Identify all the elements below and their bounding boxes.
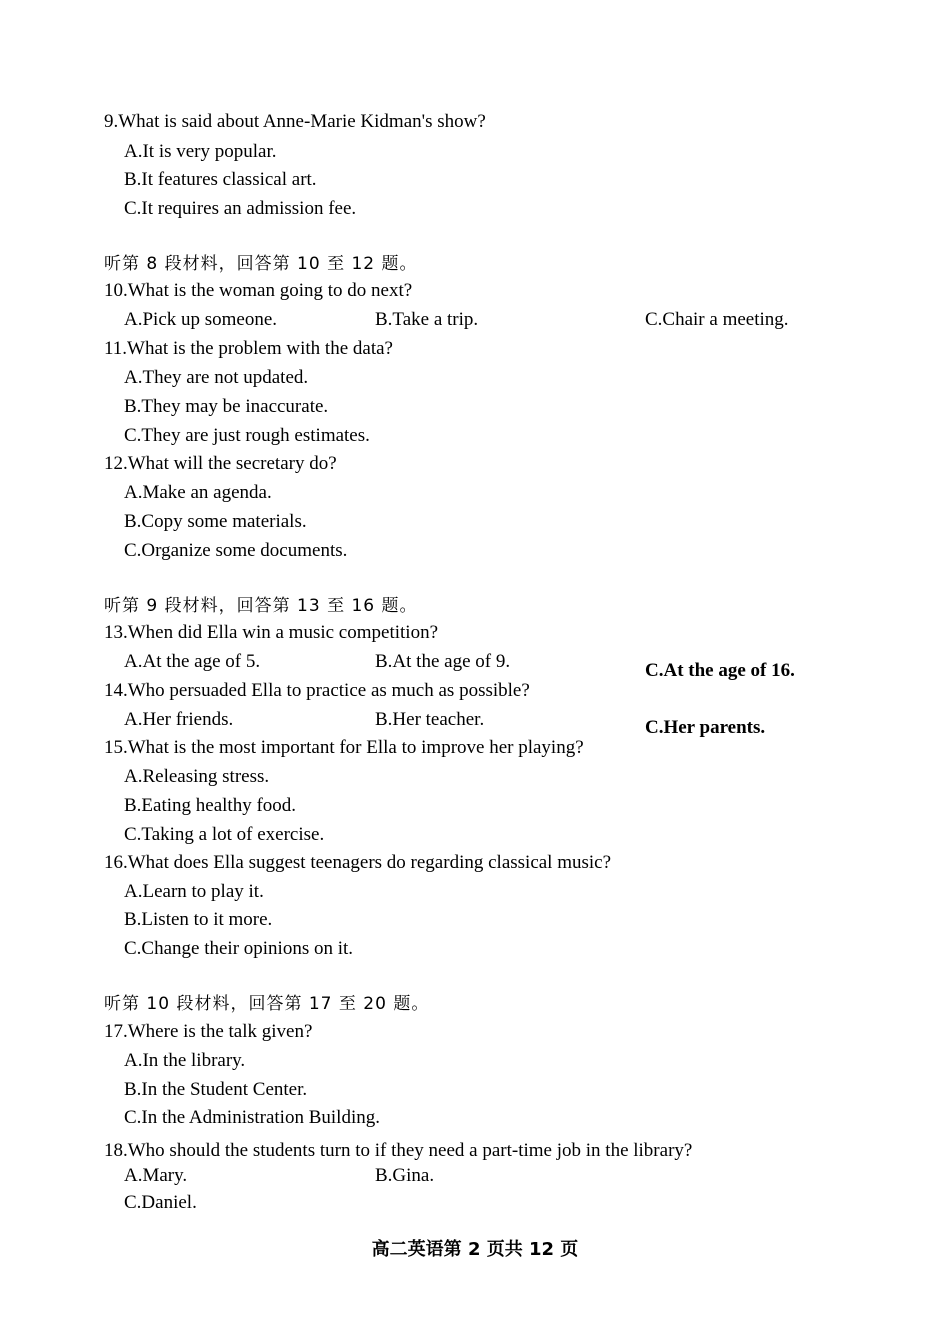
question-12: 12.What will the secretary do? [104, 453, 337, 474]
section-9-heading: 听第 9 段材料，回答第 13 至 16 题。 [104, 596, 418, 616]
section-8-heading: 听第 8 段材料，回答第 10 至 12 题。 [104, 254, 418, 274]
question-18: 18.Who should the students turn to if they need a part-time job in the library? [104, 1140, 693, 1161]
q15-option-b: B.Eating healthy food. [124, 795, 297, 816]
question-15: 15.What is the most important for Ella to improve her playing? [104, 737, 584, 758]
q18-option-c: C.Daniel. [124, 1192, 197, 1213]
question-9: 9.What is said about Anne-Marie Kidman's show? [104, 111, 486, 132]
q14-option-a: A.Her friends. [124, 709, 234, 730]
q12-option-b: B.Copy some materials. [124, 511, 307, 532]
question-11: 11.What is the problem with the data? [104, 338, 393, 359]
q13-option-b: B.At the age of 9. [375, 651, 511, 672]
q17-option-a: A.In the library. [124, 1050, 246, 1071]
q13-option-a: A.At the age of 5. [124, 651, 261, 672]
question-10: 10.What is the woman going to do next? [104, 280, 413, 301]
q18-option-b: B.Gina. [375, 1165, 435, 1186]
q9-option-c: C.It requires an admission fee. [124, 198, 357, 219]
q13-option-c: C.At the age of 16. [645, 660, 795, 681]
q16-option-a: A.Learn to play it. [124, 881, 264, 902]
q10-option-c: C.Chair a meeting. [645, 309, 789, 330]
question-13: 13.When did Ella win a music competition? [104, 622, 439, 643]
q15-option-c: C.Taking a lot of exercise. [124, 824, 325, 845]
q11-option-c: C.They are just rough estimates. [124, 425, 370, 446]
q11-option-a: A.They are not updated. [124, 367, 309, 388]
question-17: 17.Where is the talk given? [104, 1021, 313, 1042]
q11-option-b: B.They may be inaccurate. [124, 396, 329, 417]
q14-option-b: B.Her teacher. [375, 709, 485, 730]
q10-option-a: A.Pick up someone. [124, 309, 278, 330]
question-16: 16.What does Ella suggest teenagers do regarding classical music? [104, 852, 612, 873]
q15-option-a: A.Releasing stress. [124, 766, 270, 787]
section-10-heading: 听第 10 段材料，回答第 17 至 20 题。 [104, 994, 430, 1014]
q17-option-b: B.In the Student Center. [124, 1079, 308, 1100]
q10-option-b: B.Take a trip. [375, 309, 479, 330]
q16-option-b: B.Listen to it more. [124, 909, 273, 930]
q18-option-a: A.Mary. [124, 1165, 188, 1186]
q9-option-a: A.It is very popular. [124, 141, 277, 162]
q12-option-a: A.Make an agenda. [124, 482, 272, 503]
q17-option-c: C.In the Administration Building. [124, 1107, 380, 1128]
page-footer: 高二英语第 2 页共 12 页 [371, 1239, 579, 1260]
q14-option-c: C.Her parents. [645, 717, 766, 738]
q12-option-c: C.Organize some documents. [124, 540, 348, 561]
q16-option-c: C.Change their opinions on it. [124, 938, 354, 959]
q9-option-b: B.It features classical art. [124, 169, 317, 190]
question-14: 14.Who persuaded Ella to practice as much as possible? [104, 680, 530, 701]
